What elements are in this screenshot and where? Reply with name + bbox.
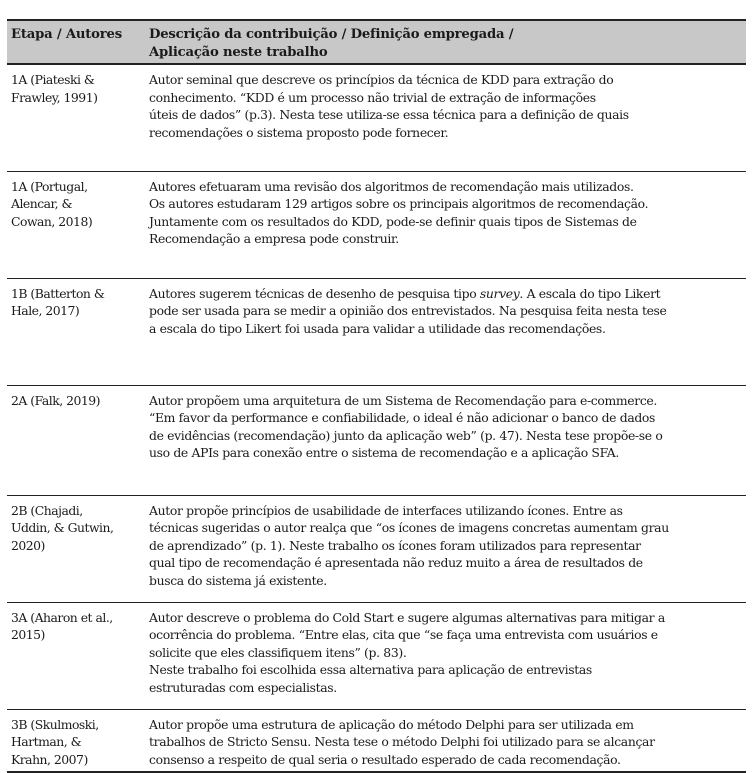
etapa-cell: [7, 64, 145, 171]
description-cell: [145, 709, 746, 772]
etapa-line: 2A (Falk, 2019): [11, 392, 100, 408]
description-line: pode ser usada para se medir a opinião dos entrevistados. Na pesquisa feita nesta tese: [149, 303, 667, 318]
table-row: [7, 495, 746, 602]
contributions-table: [7, 19, 746, 773]
description-line: Autor seminal que descreve os princípios da técnica de KDD para extração do: [149, 72, 614, 87]
description-line: Autor propõe princípios de usabilidade de interfaces utilizando ícones. Entre as: [149, 502, 623, 518]
description-line: Os autores estudaram 129 artigos sobre os principais algoritmos de recomendação.: [149, 196, 649, 211]
etapa-line: 1A (Portugal,: [11, 178, 88, 194]
header-descricao-line: Aplicação neste trabalho: [149, 45, 328, 60]
table-row: [7, 278, 746, 385]
description-cell: [145, 602, 746, 709]
description-line: Autores efetuaram uma revisão dos algoritmos de recomendação mais utilizados.: [149, 178, 634, 194]
etapa-line: 2015): [11, 627, 45, 642]
table-row: [7, 171, 746, 278]
description-line: de aprendizado” (p. 1). Neste trabalho os ícones foram utilizados para representar: [149, 537, 641, 553]
description-line: de evidências (recomendação) junto da aplicação web” (p. 47). Nesta tese propõe-se o: [149, 427, 663, 443]
etapa-line: 2020): [11, 537, 45, 553]
description-line: busca do sistema já existente.: [149, 572, 327, 588]
header-descricao: [145, 20, 746, 64]
etapa-line: 2B (Chajadi,: [11, 502, 83, 518]
header-descricao-line: Descrição da contribuição / Definição empregada /: [149, 27, 514, 42]
description-cell: [145, 385, 746, 495]
description-line: ocorrência do problema. “Entre elas, cita que “se faça uma entrevista com usuários e: [149, 627, 658, 642]
etapa-cell: [7, 495, 145, 602]
etapa-line: Hartman, &: [11, 734, 82, 749]
table-row: [7, 385, 746, 495]
etapa-line: Hale, 2017): [11, 303, 80, 318]
etapa-line: Krahn, 2007): [11, 751, 88, 767]
description-line: técnicas sugeridas o autor realça que “os ícones de imagens concretas aumentam grau: [149, 520, 669, 535]
description-cell: [145, 64, 746, 171]
table-row: [7, 709, 746, 772]
etapa-line: Uddin, & Gutwin,: [11, 520, 114, 535]
description-line: Recomendação a empresa pode construir.: [149, 231, 399, 246]
table-header: [7, 20, 746, 64]
etapa-line: Alencar, &: [11, 196, 73, 211]
description-line: [149, 285, 742, 303]
etapa-line: Frawley, 1991): [11, 89, 98, 105]
etapa-cell: [7, 278, 145, 385]
description-line: estruturadas com especialistas.: [149, 679, 337, 695]
description-text: Autores sugerem técnicas de desenho de pesquisa tipo: [149, 285, 480, 301]
description-line: trabalhos de Stricto Sensu. Nesta tese o método Delphi foi utilizado para se alcançar: [149, 734, 655, 749]
description-line: Autor propõe uma estrutura de aplicação do método Delphi para ser utilizada em: [149, 716, 634, 732]
description-cell: [145, 495, 746, 602]
description-line: conhecimento. “KDD é um processo não trivial de extração de informações: [149, 89, 596, 105]
etapa-line: 3B (Skulmoski,: [11, 716, 99, 732]
description-line: “Em favor da performance e confiabilidade, o ideal é não adicionar o banco de dados: [149, 410, 656, 425]
description-line: uso de APIs para conexão entre o sistema de recomendação e a aplicação SFA.: [149, 445, 619, 460]
etapa-cell: [7, 602, 145, 709]
description-line: Juntamente com os resultados do KDD, pode-se definir quais tipos de Sistemas de: [149, 213, 637, 229]
description-italic-term: survey: [479, 285, 520, 301]
description-line: Neste trabalho foi escolhida essa alternativa para aplicação de entrevistas: [149, 662, 592, 677]
description-line: a escala do tipo Likert foi usada para validar a utilidade das recomendações.: [149, 320, 606, 336]
table-row: [7, 602, 746, 709]
etapa-line: 3A (Aharon et al.,: [11, 609, 113, 625]
description-line: Autor propõem uma arquitetura de um Sistema de Recomendação para e-commerce.: [149, 392, 658, 408]
etapa-cell: [7, 709, 145, 772]
description-line: solicite que eles classifiquem itens” (p. 83).: [149, 644, 407, 660]
description-line: qual tipo de recomendação é apresentada não reduz muito a área de resultados de: [149, 555, 643, 570]
table-row: [7, 64, 746, 171]
description-cell: [145, 278, 746, 385]
etapa-cell: [7, 171, 145, 278]
etapa-cell: [7, 385, 145, 495]
description-line: úteis de dados” (p.3). Nesta tese utiliza-se essa técnica para a definição de quais: [149, 107, 629, 122]
description-line: recomendações o sistema proposto pode fornecer.: [149, 124, 449, 140]
etapa-line: Cowan, 2018): [11, 213, 93, 229]
description-line: consenso a respeito de qual seria o resultado esperado de cada recomendação.: [149, 751, 621, 767]
etapa-line: 1B (Batterton &: [11, 285, 105, 301]
etapa-line: 1A (Piateski &: [11, 72, 95, 87]
header-row: [7, 20, 746, 64]
description-cell: [145, 171, 746, 278]
description-line: Autor descreve o problema do Cold Start e sugere algumas alternativas para mitigar a: [149, 609, 665, 625]
description-text: . A escala do tipo Likert: [519, 285, 661, 301]
header-etapa-autores: Etapa / Autores: [7, 20, 145, 64]
